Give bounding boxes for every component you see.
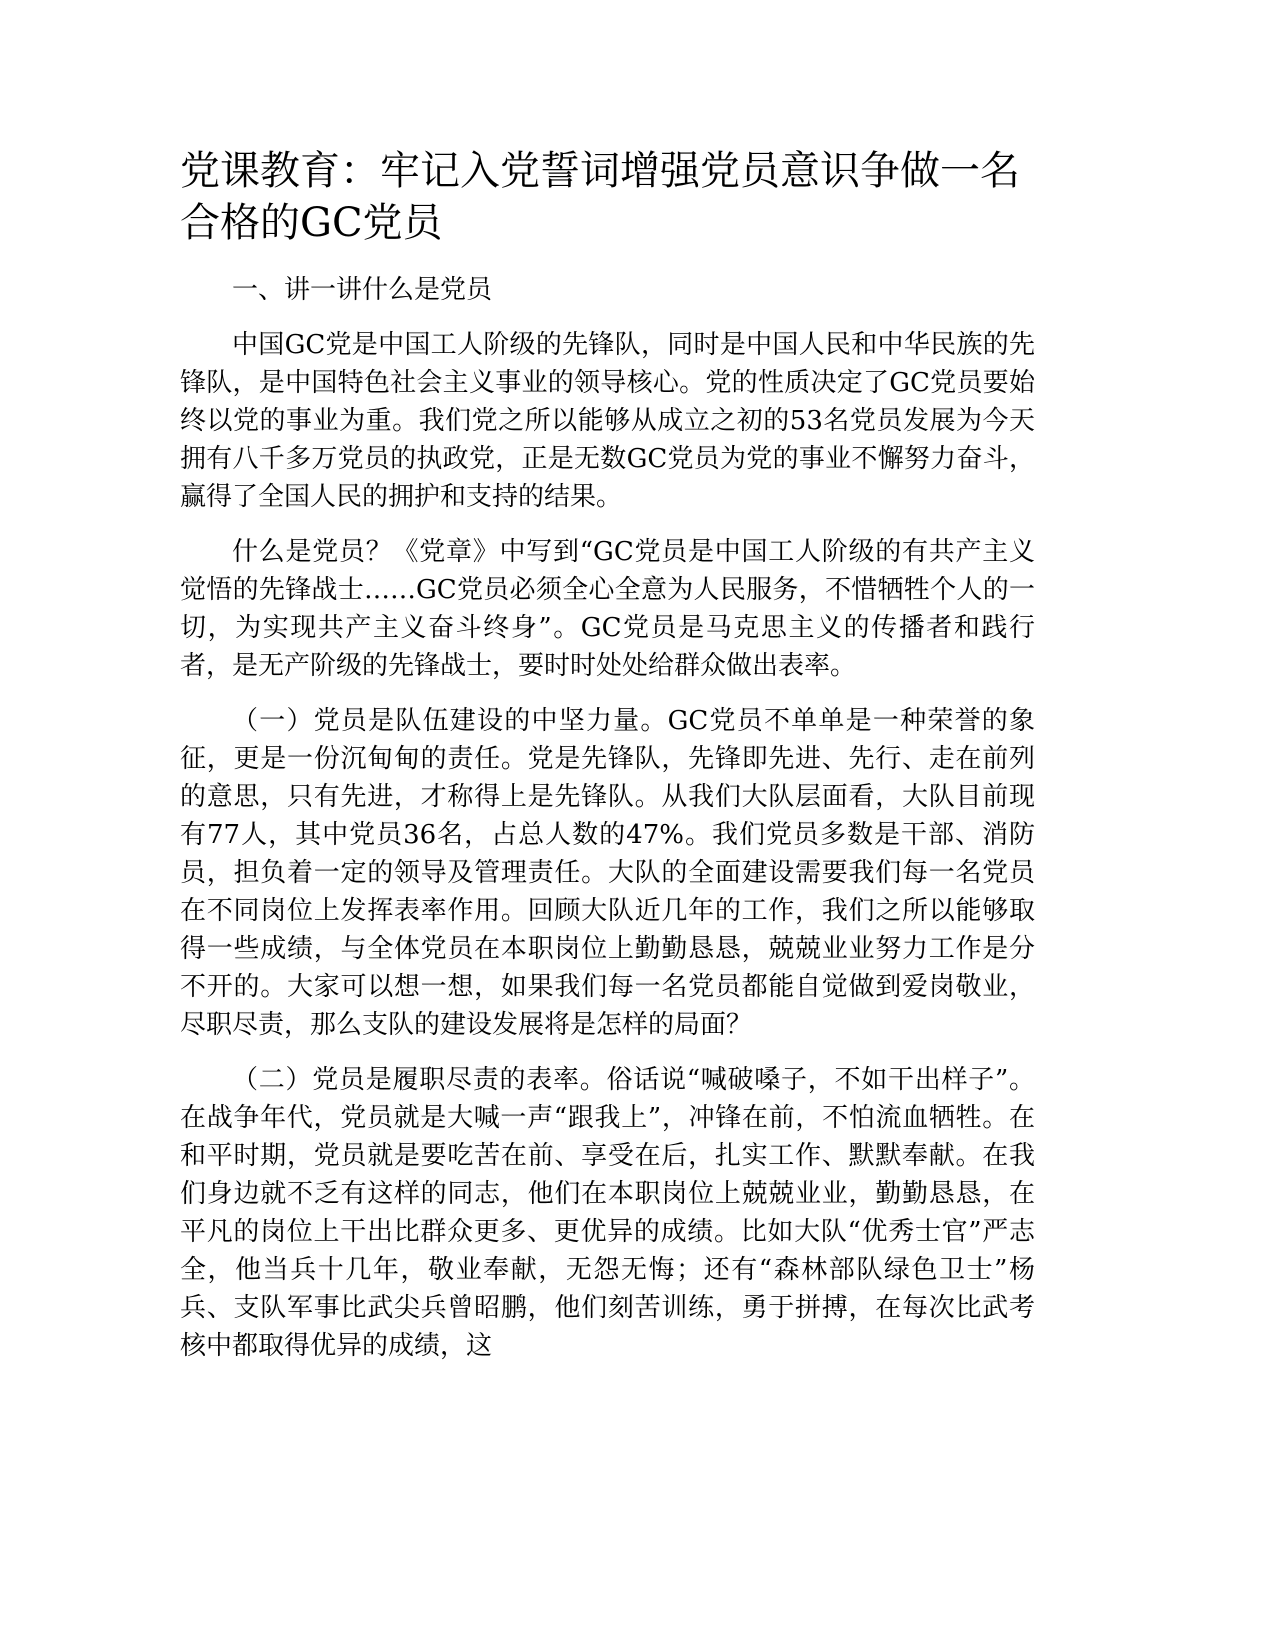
paragraph-backbone: （一）党员是队伍建设的中坚力量。GC党员不单单是一种荣誉的象征，更是一份沉甸甸的责任。党是先锋队，先锋即先进、先行、走在前列的意思，只有先进，才称得上是先锋队。从我们大队层面看，大队目前现有77人，其中党员36名，占总人数的47%。我们党员多数是干部、消防员，担负着一定的领导及管理责任。大队的全面建设需要我们每一名党员在不同岗位上发挥表率作用。回顾大队近几年的工作，我们之所以能够取得一些成绩，与全体党员在本职岗位上勤勤恳恳，兢兢业业努力工作是分不开的。大家可以想一想，如果我们每一名党员都能自觉做到爱岗敬业，尽职尽责，那么支队的建设发展将是怎样的局面？ <box>180 706 1035 1040</box>
paragraph-exemplar: （二）党员是履职尽责的表率。俗话说“喊破嗓子，不如干出样子”。在战争年代，党员就是大喊一声“跟我上”，冲锋在前，不怕流血牺牲。在和平时期，党员就是要吃苦在前、享受在后，扎实工作、默默奉献。在我们身边就不乏有这样的同志，他们在本职岗位上兢兢业业，勤勤恳恳，在平凡的岗位上干出比群众更多、更优异的成绩。比如大队“优秀士官”严志全，他当兵十几年，敬业奉献，无怨无悔；还有“森林部队绿色卫士”杨兵、支队军事比武尖兵曾昭鹏，他们刻苦训练，勇于拼搏，在每次比武考核中都取得优异的成绩，这 <box>180 1065 1035 1361</box>
paragraph-intro: 中国GC党是中国工人阶级的先锋队，同时是中国人民和中华民族的先锋队，是中国特色社会主义事业的领导核心。党的性质决定了GC党员要始终以党的事业为重。我们党之所以能够从成立之初的53名党员发展为今天拥有八千多万党员的执政党，正是无数GC党员为党的事业不懈努力奋斗，赢得了全国人民的拥护和支持的结果。 <box>180 330 1035 512</box>
section-heading: 一、讲一讲什么是党员 <box>232 275 493 305</box>
document-title: 党课教育：牢记入党誓词增强党员意识争做一名合格的GC党员 <box>180 148 1020 246</box>
document-page <box>180 145 1035 1382</box>
paragraph-what-is-member: 什么是党员？《党章》中写到“GC党员是中国工人阶级的有共产主义觉悟的先锋战士……GC党员必须全心全意为人民服务，不惜牺牲个人的一切，为实现共产主义奋斗终身”。GC党员是马克思主义的传播者和践行者，是无产阶级的先锋战士，要时时处处给群众做出表率。 <box>180 537 1035 681</box>
